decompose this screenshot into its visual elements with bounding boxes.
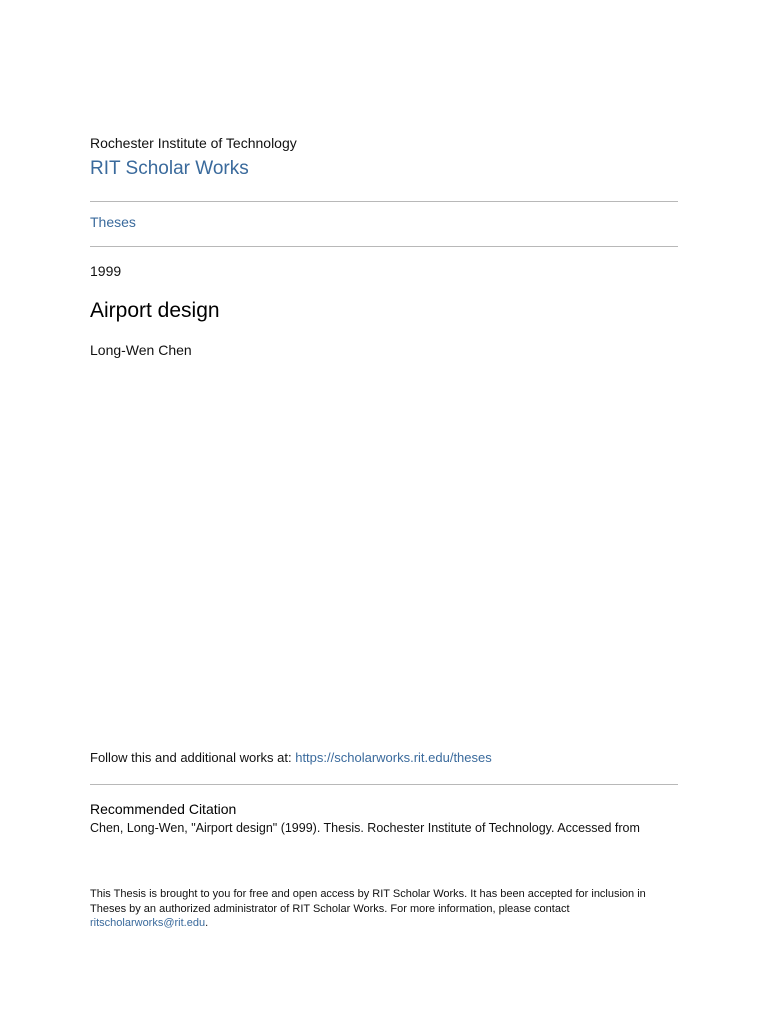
collection-url-link[interactable]: https://scholarworks.rit.edu/theses bbox=[295, 750, 492, 765]
institution-name: Rochester Institute of Technology bbox=[90, 135, 297, 151]
follow-line bbox=[90, 750, 492, 765]
divider bbox=[90, 201, 678, 202]
document-title: Airport design bbox=[90, 299, 220, 322]
access-notice bbox=[90, 887, 680, 931]
author-name: Long-Wen Chen bbox=[90, 342, 192, 358]
citation-text: Chen, Long-Wen, "Airport design" (1999). Thesis. Rochester Institute of Technology. Accessed from bbox=[90, 821, 640, 835]
citation-heading: Recommended Citation bbox=[90, 801, 237, 817]
contact-email-link[interactable]: ritscholarworks@rit.edu bbox=[90, 917, 206, 929]
follow-text: Follow this and additional works at: bbox=[90, 750, 296, 765]
notice-end: . bbox=[205, 917, 209, 929]
notice-text: This Thesis is brought to you for free and open access by RIT Scholar Works. It has been accepted for inclusion in Theses by an authorized administrator of RIT Scholar Works. For more information, please contact bbox=[90, 888, 646, 915]
repository-link[interactable]: RIT Scholar Works bbox=[90, 158, 249, 179]
divider bbox=[90, 784, 678, 785]
divider bbox=[90, 246, 678, 247]
collection-link[interactable]: Theses bbox=[90, 214, 136, 230]
publication-year: 1999 bbox=[90, 263, 122, 279]
